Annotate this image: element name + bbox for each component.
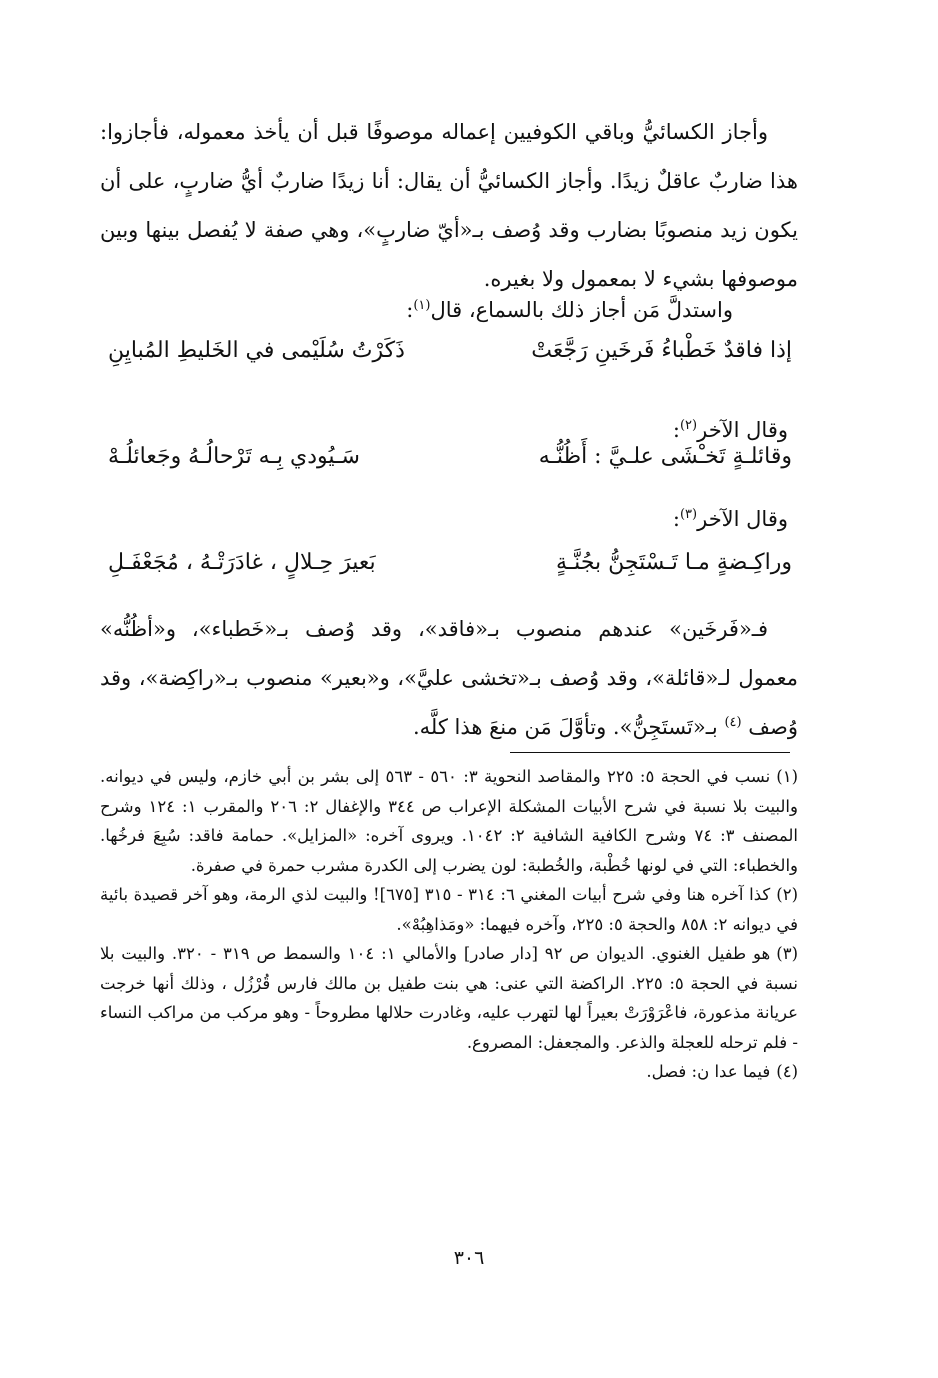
footnote-number: (٣) <box>776 944 798 963</box>
poetry-verse-1 <box>108 338 792 363</box>
citation-intro-1: واستدلَّ مَن أجاز ذلك بالسماع، قال$^{(١)}$: <box>406 298 733 322</box>
footnote-ref-3[interactable]: (٣) <box>679 507 698 522</box>
intro-text: وقال الآخر <box>697 418 788 442</box>
verse-first-hemistich: إذا فاقدٌ خَطْباءُ فَرخَينِ رَجَّعَتْ <box>531 338 792 363</box>
main-paragraph-1 <box>100 108 798 304</box>
poetry-verse-3 <box>108 550 792 575</box>
footnote-number: (١) <box>776 767 798 786</box>
footnote-text: نسب في الحجة ٥: ٢٢٥ والمقاصد النحوية ٣: ٥٦٠ - ٥٦٣ إلى بشر بن أبي خازم، وليس في ديوانه. والبيت بلا نسبة في شرح الأبيات المشكلة الإعراب ص ٣٤٤ والإغفال ٢: ٢٠٦ والمقرب ١: ١٢٤ وشرح المصنف ٣: ٧٤ وشرح الكافية الشافية ٢: ١٠٤٢. ويروى آخره: «المزايل». حمامة فاقد: سُبِعَ فرخُها. والخطباء: التي في لونها خُطْبة، والخُطبة: لون يضرب إلى الكدرة مشرب حمرة في صفرة. <box>100 767 798 875</box>
footnote-text: كذا آخره هنا وفي شرح أبيات المغني ٦: ٣١٤ - ٣١٥ [٦٧٥]! والبيت لذي الرمة، وهو آخر قصيدة بائية في ديوانه ٢: ٨٥٨ والحجة ٥: ٢٢٥، وآخره فيهما: «ومَذاهِبُهْ». <box>100 885 798 934</box>
footnote-text: فيما عدا ن: فصل. <box>646 1062 771 1081</box>
intro-text: واستدلَّ مَن أجاز ذلك بالسماع، قال <box>430 298 733 322</box>
paragraph-text <box>100 605 798 752</box>
verse-first-hemistich: وراكِـضةٍ مـا تَـسْتَجِنُّ بجُنَّـةٍ <box>555 550 792 575</box>
verse-second-hemistich: سَـيُودي بِـه تَرْحالُـهُ وجَعائلُـهْ <box>108 444 360 469</box>
poetry-verse-2 <box>108 444 792 469</box>
footnote-text: هو طفيل الغنوي. الديوان ص ٩٢ [دار صادر] والأمالي ١: ١٠٤ والسمط ص ٣١٩ - ٣٢٠. والبيت بلا نسبة في الحجة ٥: ٢٢٥. الراكضة التي عنى: هي بنت طفيل بن مالك فارس قُرْزُل ، وذلك أنها خرجت عريانة مذعورة، فاعْرَوْرَتْ بعيراً لها لتهرب عليه، وغادرت حلالها مطروحاً - وهو مركب من مراكب النساء - فلم ترحله للعجلة والذعر. والمجعفل: المصروع. <box>100 944 799 1052</box>
footnote-divider <box>510 752 790 753</box>
intro-text: وقال الآخر <box>697 507 788 531</box>
footnote-ref-2[interactable]: (٢) <box>679 418 698 433</box>
footnote-1 <box>100 762 798 880</box>
footnotes-section <box>100 762 798 1087</box>
paragraph-text-part-b: بـ«تَستَجِنُّ». وتأوَّلَ مَن منعَ هذا كلَّه. <box>412 715 718 739</box>
footnote-number: (٢) <box>776 885 798 904</box>
footnote-ref-1[interactable]: (١) <box>413 298 431 313</box>
footnote-2 <box>100 880 798 939</box>
footnote-4 <box>100 1057 798 1087</box>
citation-intro-3: وقال الآخر$^{(٣)}$: <box>672 507 788 531</box>
citation-intro-2: وقال الآخر$^{(٢)}$: <box>672 418 788 442</box>
paragraph-text: وأجاز الكسائيُّ وباقي الكوفيين إعماله موصوفًا قبل أن يأخذ معموله، فأجازوا: هذا ضاربٌ عاقلٌ زيدًا. وأجاز الكسائيُّ أن يقال: أنا زيدًا ضاربٌ أيُّ ضاربٍ، على أن يكون زيد منصوبًا بضارب وقد وُصف بـ«أيّ ضاربٍ»، وهي صفة لا يُفصل بينها وبين موصوفها بشيء لا بمعمول ولا بغيره. <box>100 120 798 291</box>
verse-first-hemistich: وقائلـةٍ تَخـْشَى علـيَّ : أَظُنُّـه <box>538 444 792 469</box>
verse-second-hemistich: ذَكَرْتُ سُلَيْمى في الخَليطِ المُبايِنِ <box>108 338 405 363</box>
verse-second-hemistich: بَعيرَ حِـلالٍ ، غادَرَتْـهُ ، مُجَعْفَـلِ <box>108 550 376 575</box>
footnote-3 <box>100 939 798 1057</box>
footnote-ref-4[interactable]: (٤) <box>724 715 742 730</box>
paragraph-text-part-a: فـ«فَرخَين» عندهم منصوب بـ«فاقد»، وقد وُصف بـ«خَطباء»، و«أظُنُّه» معمول لـ«قائلة»، وقد وُصف بـ«تخشى عليَّ»، و«بعير» منصوب بـ«راكِضة»، وقد وُصف <box>100 617 798 739</box>
main-paragraph-2 <box>100 605 798 752</box>
footnote-number: (٤) <box>776 1062 798 1081</box>
page-number: ٣٠٦ <box>453 1247 485 1269</box>
